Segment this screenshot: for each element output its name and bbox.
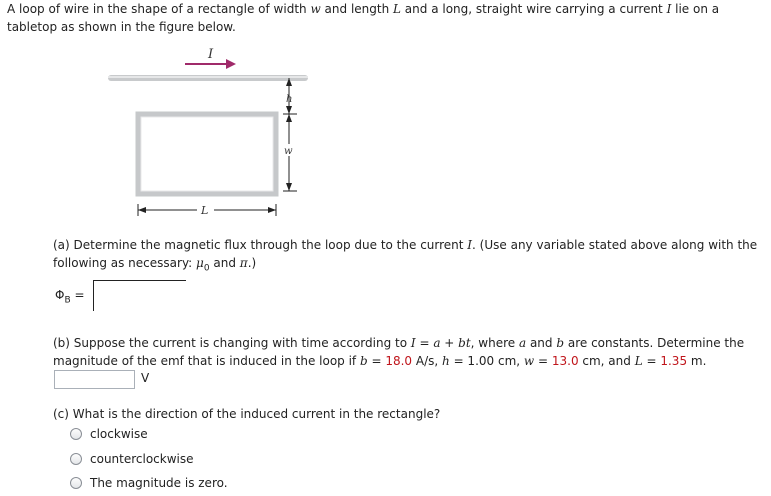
part-b-text: +: [440, 336, 459, 350]
intro-text: and a long, straight wire carrying a current: [400, 2, 667, 16]
var-w: w: [523, 354, 535, 368]
radio-button[interactable]: [70, 428, 82, 440]
intro-text: and length: [320, 2, 394, 16]
w-label: w: [284, 146, 293, 157]
part-a-text: . (Use any variable stated above along with the following as necessary:: [53, 238, 758, 270]
var-b: b: [556, 336, 565, 350]
part-b-text: (b) Suppose the current is changing with time according to: [53, 336, 411, 350]
var-b: b: [359, 354, 368, 368]
current-arrowhead: [226, 59, 236, 69]
part-a-text: .): [247, 256, 257, 270]
var-h: h: [442, 354, 450, 368]
wire-loop-figure: [100, 40, 320, 225]
var-bt: bt: [458, 336, 471, 350]
intro-text: lie on a tabletop as shown in the figure below.: [7, 2, 720, 34]
mu-subscript: 0: [203, 263, 210, 274]
part-b-text: and: [526, 336, 557, 350]
mu-symbol: μ: [196, 256, 204, 270]
part-b-text: , where: [470, 336, 519, 350]
part-b-text: = 1.00 cm,: [449, 354, 524, 368]
radio-button[interactable]: [70, 453, 82, 465]
part-b-text: =: [367, 354, 386, 368]
radio-button[interactable]: [70, 477, 82, 489]
phi-label: [55, 288, 85, 305]
option-label: The magnitude is zero.: [90, 476, 228, 490]
var-I: I: [666, 2, 672, 16]
part-a-text: and: [209, 256, 240, 270]
equals-sign: =: [70, 288, 85, 302]
flux-answer-input[interactable]: [93, 280, 186, 311]
option-label: clockwise: [90, 427, 148, 441]
wire-loop: [138, 114, 276, 194]
var-w: w: [310, 2, 321, 16]
emf-unit: V: [141, 371, 150, 385]
w-value: 13.0: [551, 354, 579, 368]
option-counterclockwise[interactable]: [70, 451, 194, 467]
part-b-text: cm, and: [578, 354, 635, 368]
part-a-question: [53, 236, 763, 277]
phi-subscript: B: [64, 295, 71, 306]
var-a: a: [518, 336, 527, 350]
var-a: a: [433, 336, 441, 350]
part-b-text: =: [415, 336, 434, 350]
part-b-text: A/s,: [412, 354, 443, 368]
h-label: h: [286, 94, 293, 105]
part-b-text: =: [642, 354, 661, 368]
part-a-text: (a) Determine the magnetic flux through the loop due to the current: [53, 238, 468, 252]
part-b-text: are constants. Determine the magnitude of the emf that is induced in the loop if: [53, 336, 745, 368]
L-value: 1.35: [660, 354, 688, 368]
part-b-question: [53, 334, 763, 370]
var-I: I: [467, 238, 473, 252]
pi-symbol: π: [239, 256, 248, 270]
var-L: L: [634, 354, 643, 368]
var-L: L: [393, 2, 401, 16]
L-label: L: [201, 204, 209, 217]
option-label: counterclockwise: [90, 452, 194, 466]
part-b-text: =: [534, 354, 552, 368]
var-I: I: [410, 336, 416, 350]
option-zero[interactable]: [70, 475, 228, 491]
intro-text: A loop of wire in the shape of a rectangle of width: [7, 2, 311, 16]
part-c-question: (c) What is the direction of the induced current in the rectangle?: [53, 407, 441, 421]
b-value: 18.0: [385, 354, 413, 368]
option-clockwise[interactable]: [70, 426, 148, 442]
emf-answer-input[interactable]: [54, 370, 135, 389]
problem-intro: [7, 0, 767, 36]
current-label: I: [208, 47, 214, 62]
phi-symbol: Φ: [55, 288, 65, 302]
part-b-text: m.: [687, 354, 707, 368]
